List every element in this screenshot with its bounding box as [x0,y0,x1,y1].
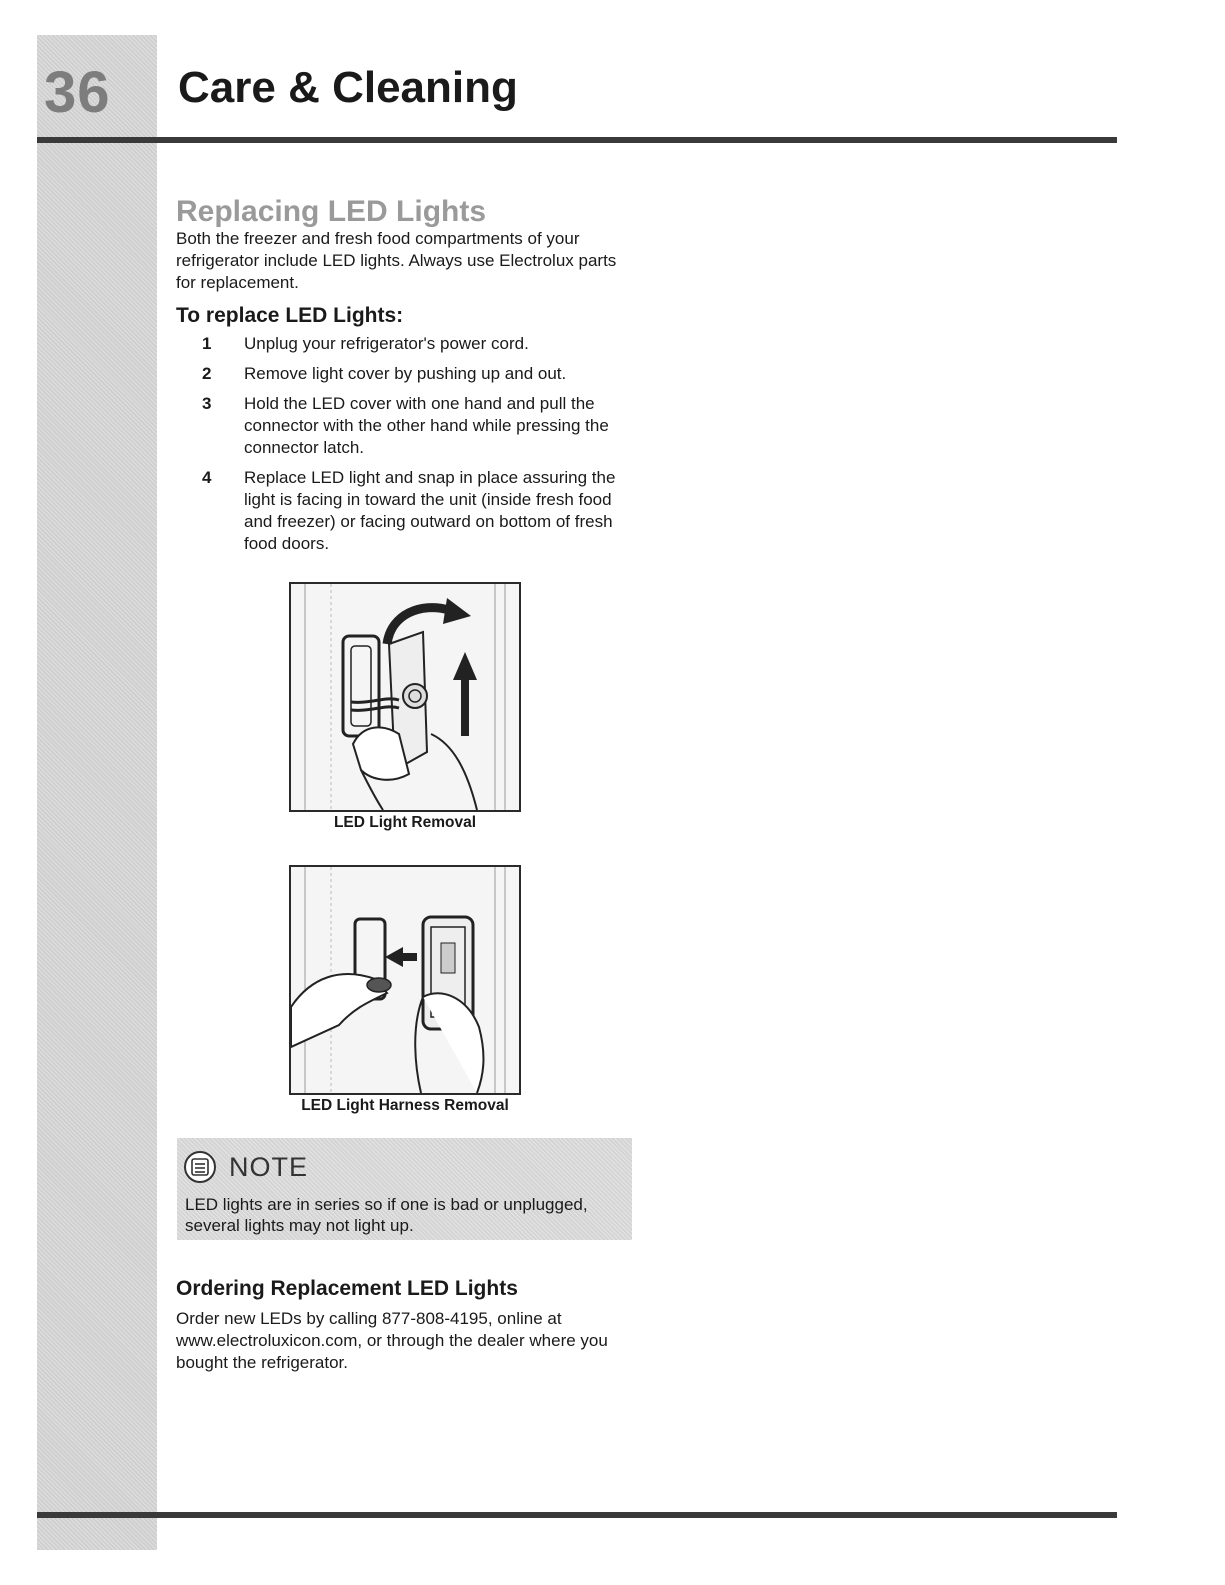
note-icon [183,1150,217,1184]
note-box [177,1138,632,1240]
intro-paragraph: Both the freezer and fresh food compartments of your refrigerator include LED lights. Always use Electrolux parts for replacement. [176,228,617,292]
figure-caption-removal: LED Light Removal [333,814,477,831]
chapter-title: Care & Cleaning [178,63,518,112]
ordering-text: Order new LEDs by calling 877-808-4195, online at www.electroluxicon.com, or through the dealer where you bought the refrigerator. [176,1309,608,1372]
ordering-heading: Ordering Replacement LED Lights [176,1277,518,1300]
step-text: Remove light cover by pushing up and out. [244,363,567,383]
header-rule [37,137,1117,143]
footer-rule [37,1512,1117,1518]
sidebar-band [37,35,157,1550]
led-removal-illustration [289,582,521,812]
note-header [183,1150,308,1184]
steps-heading: To replace LED Lights: [176,303,404,327]
note-title: NOTE [229,1151,309,1182]
led-harness-removal-illustration [289,865,521,1095]
list-item [176,467,631,555]
step-text: Unplug your refrigerator's power cord. [244,333,529,353]
step-number: 4 [202,467,212,487]
note-text: LED lights are in series so if one is bad or unplugged, several lights may not light up. [185,1195,588,1235]
steps-list [176,333,631,555]
step-number: 2 [202,363,212,383]
step-number: 1 [202,333,212,353]
step-number: 3 [202,393,212,413]
step-text: Replace LED light and snap in place assuring the light is facing in toward the unit (inside fresh food and freezer) or facing outward on bottom of fresh food doors. [244,467,616,553]
step-text: Hold the LED cover with one hand and pull the connector with the other hand while pressing the connector latch. [244,393,609,457]
list-item [176,393,631,459]
figure-caption-harness: LED Light Harness Removal [301,1097,509,1114]
list-item [176,363,631,385]
list-item [176,333,631,355]
page-number: 36 [44,60,111,125]
section-title: Replacing LED Lights [176,195,487,228]
main-content [176,196,631,563]
